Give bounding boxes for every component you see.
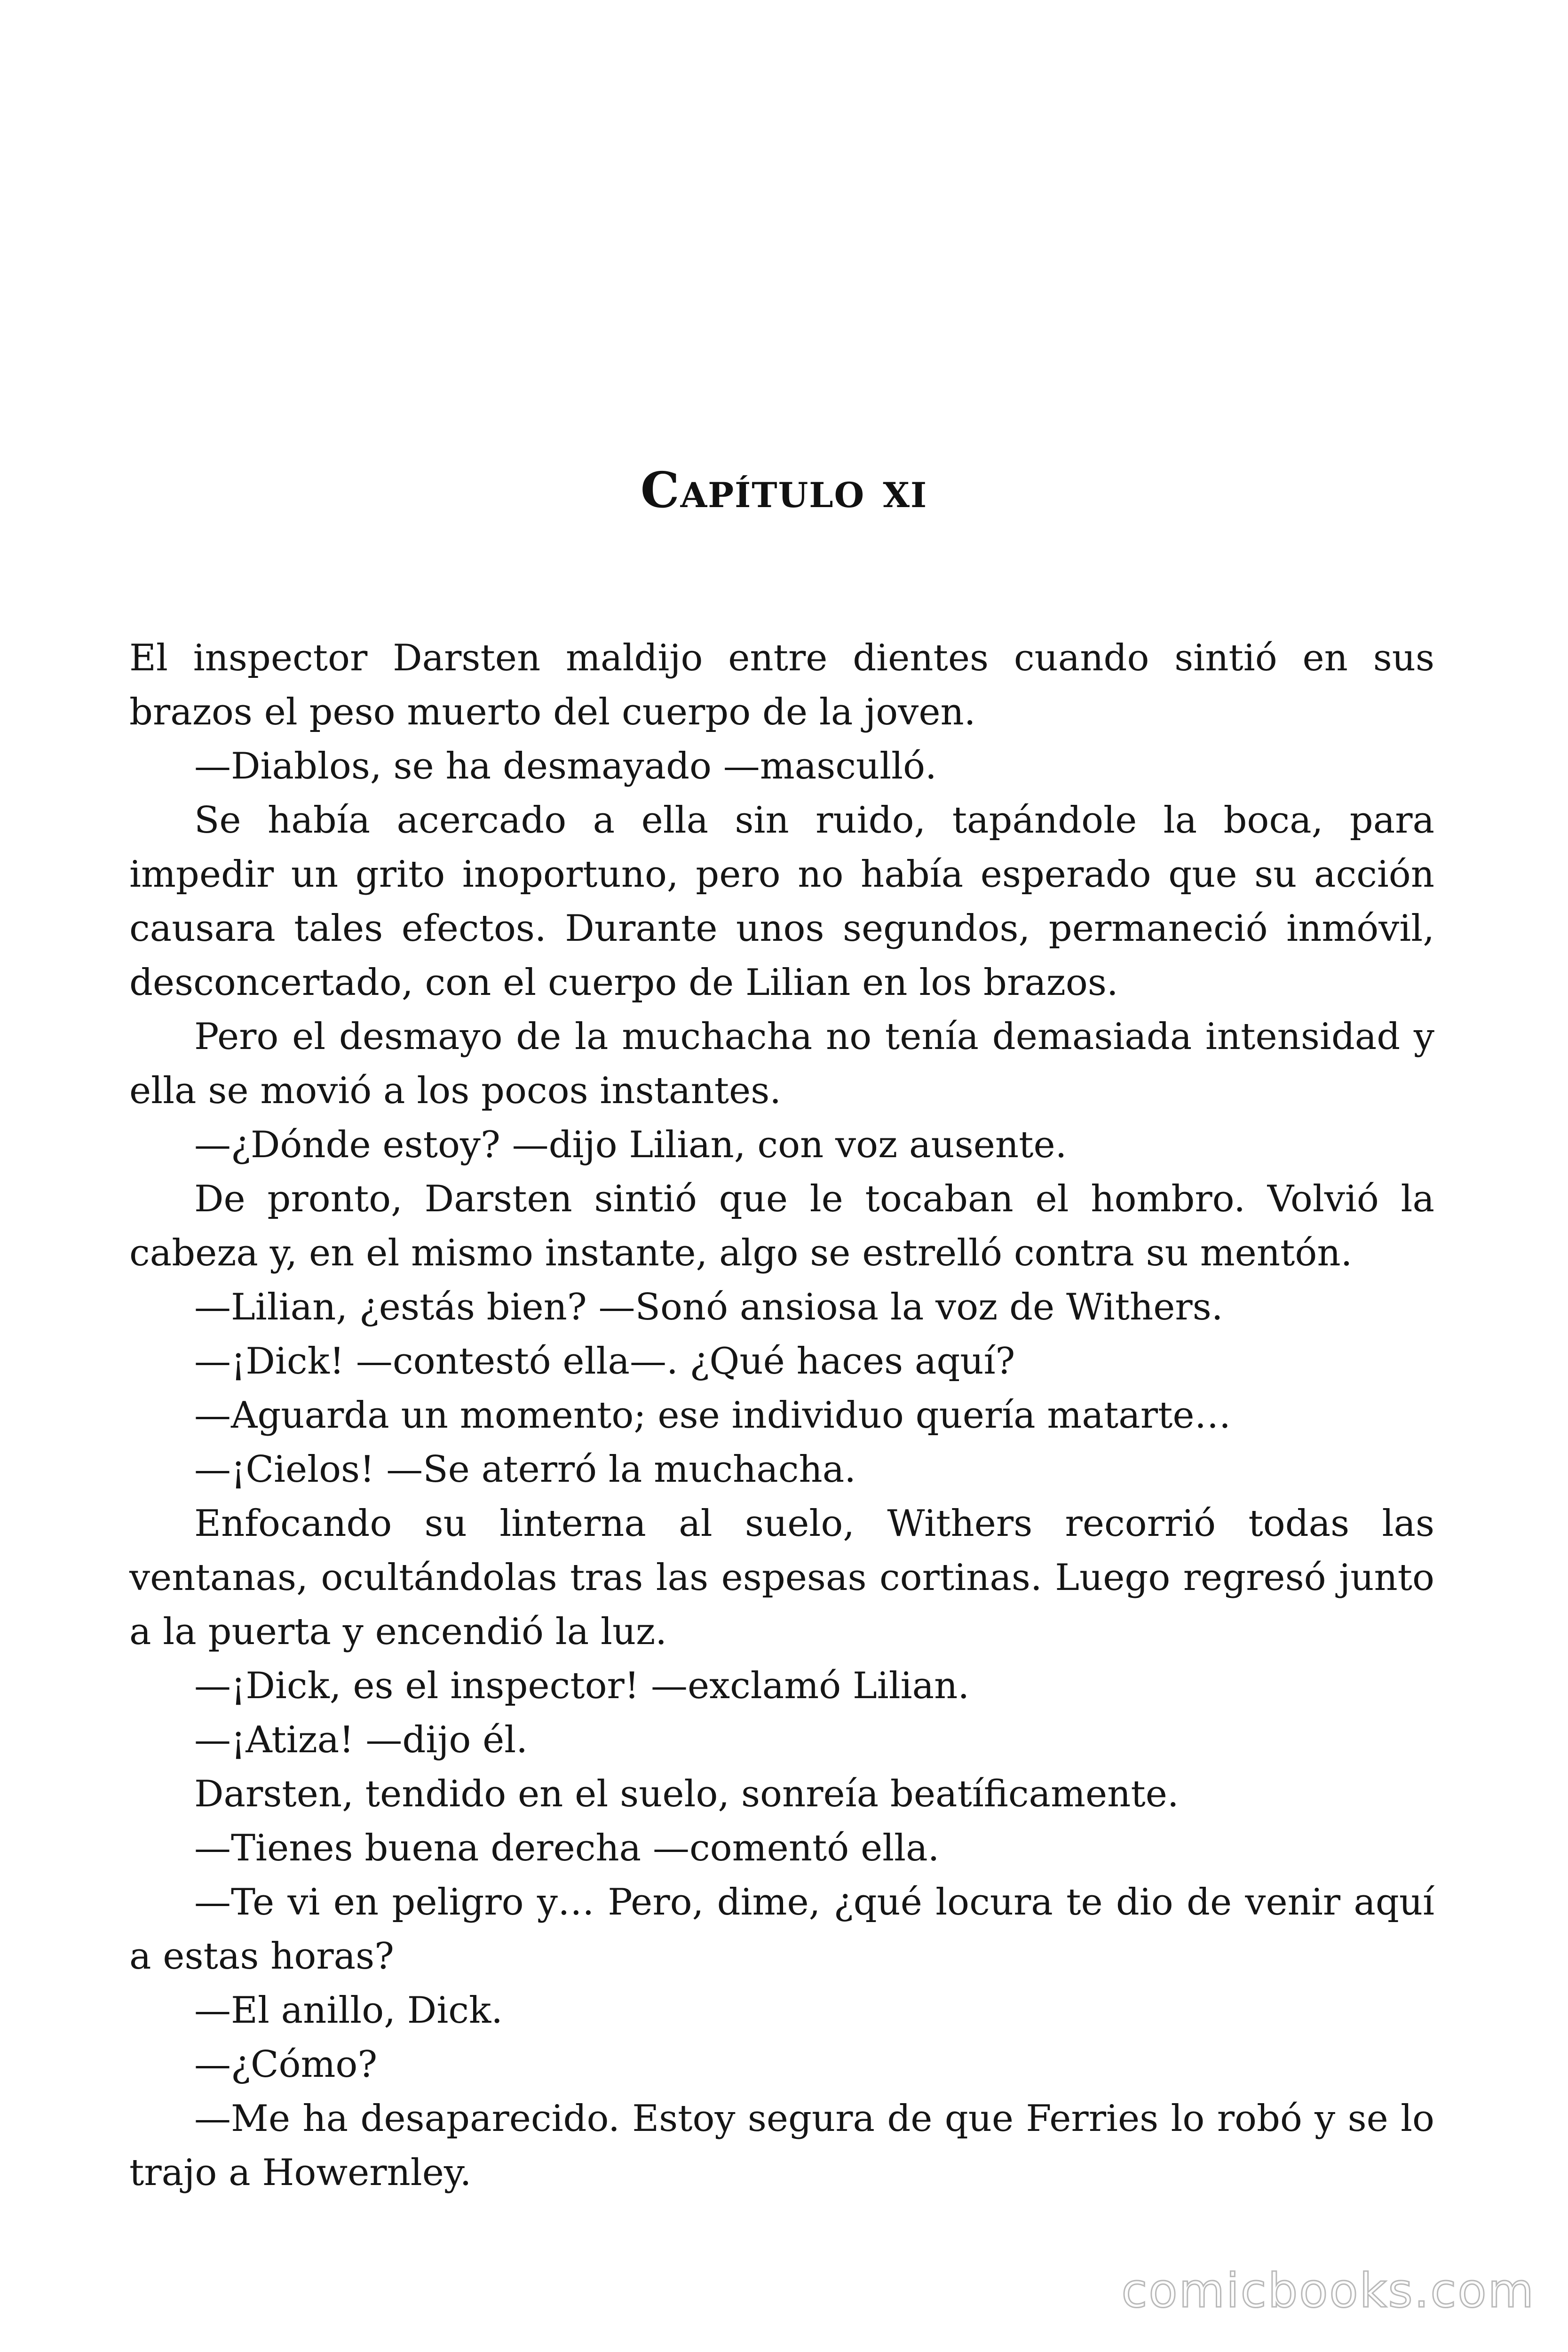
paragraph: Se había acercado a ella sin ruido, tapándole la boca, para impedir un grito inoportuno, pero no había esperado que su acción causara tales efectos. Durante unos segundos, permaneció inmóvil, desconcertado, con el cuerpo de Lilian en los brazos. (129, 799, 1434, 1004)
paragraph: —Te vi en peligro y… Pero, dime, ¿qué locura te dio de venir aquí a estas horas? (129, 1881, 1434, 1978)
paragraph: Darsten, tendido en el suelo, sonreía beatíficamente. (194, 1773, 1179, 1815)
paragraph: —Tienes buena derecha —comentó ella. (194, 1827, 940, 1869)
paragraph: —¡Dick, es el inspector! —exclamó Lilian. (194, 1665, 970, 1707)
paragraph: —¿Dónde estoy? —dijo Lilian, con voz ausente. (194, 1124, 1067, 1166)
chapter-body (129, 631, 1434, 2200)
paragraph: El inspector Darsten maldijo entre dientes cuando sintió en sus brazos el peso muerto del cuerpo de la joven. (129, 637, 1434, 733)
chapter-title (0, 461, 1568, 519)
paragraph: —Me ha desaparecido. Estoy segura de que Ferries lo robó y se lo trajo a Howernley. (129, 2098, 1434, 2194)
paragraph: Pero el desmayo de la muchacha no tenía demasiada intensidad y ella se movió a los pocos instantes. (129, 1016, 1434, 1112)
chapter-title-text: Capítulo xi (640, 461, 928, 519)
paragraph: —El anillo, Dick. (194, 1989, 503, 2032)
paragraph: —¡Atiza! —dijo él. (194, 1719, 528, 1761)
watermark: comicbooks.com (1121, 2263, 1535, 2318)
paragraph: De pronto, Darsten sintió que le tocaban el hombro. Volvió la cabeza y, en el mismo instante, algo se estrelló contra su mentón. (129, 1178, 1434, 1274)
paragraph: —Lilian, ¿estás bien? —Sonó ansiosa la voz de Withers. (194, 1286, 1223, 1328)
paragraph: —¡Cielos! —Se aterró la muchacha. (194, 1448, 856, 1491)
paragraph: —Diablos, se ha desmayado —mascullό. (194, 745, 937, 787)
paragraph: —¡Dick! —contestó ella—. ¿Qué haces aquí? (194, 1340, 1015, 1383)
paragraph: —Aguarda un momento; ese individuo quería matarte… (194, 1394, 1231, 1437)
paragraph: —¿Cómo? (194, 2043, 378, 2086)
paragraph: Enfocando su linterna al suelo, Withers recorrió todas las ventanas, ocultándolas tras las espesas cortinas. Luego regresó junto a la puerta y encendió la luz. (129, 1502, 1434, 1653)
